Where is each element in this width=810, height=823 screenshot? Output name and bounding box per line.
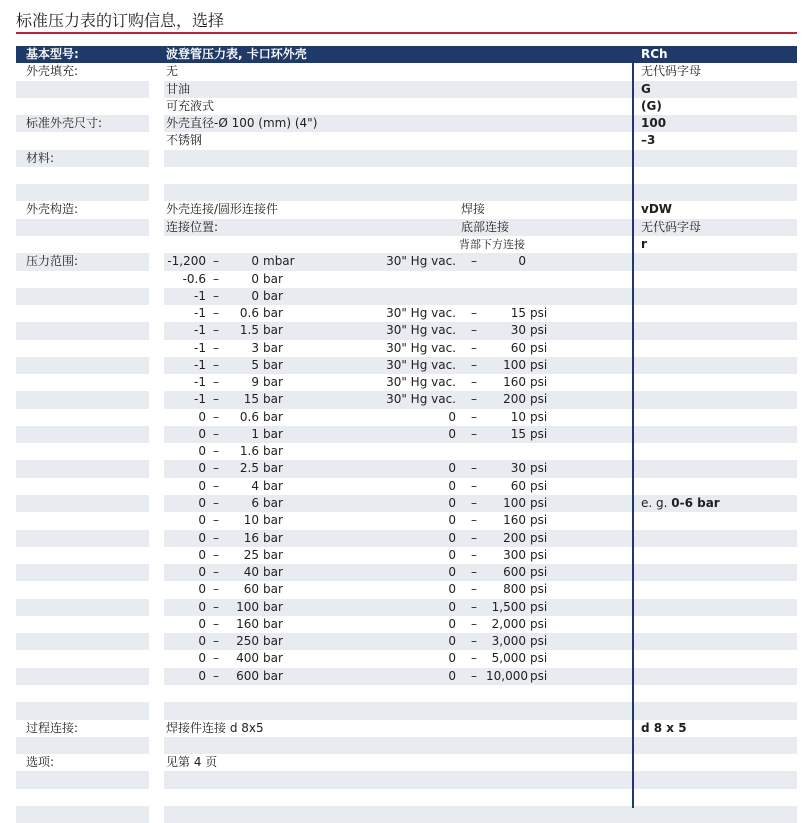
range-to: 60: [243, 582, 259, 597]
range-unit: bar: [263, 530, 283, 545]
alt-range-from: 0: [448, 496, 456, 511]
range-dash: –: [213, 340, 219, 355]
range-dash: –: [213, 565, 219, 580]
table-row: [16, 305, 797, 322]
table-row: [16, 150, 797, 167]
alt-range-unit: psi: [530, 582, 548, 597]
pressure-range-label: 压力范围:: [26, 254, 79, 269]
range-dash: –: [213, 478, 219, 493]
range-dash: –: [213, 444, 219, 459]
table-row: [16, 754, 797, 771]
range-to: 40: [243, 565, 259, 580]
range-from: 0: [198, 634, 206, 649]
table-row: [16, 581, 797, 598]
column-gap: [149, 63, 164, 823]
range-from: 0: [198, 496, 206, 511]
range-dash: –: [213, 599, 219, 614]
range-dash: –: [213, 530, 219, 545]
options-desc: 见第 4 页: [166, 755, 218, 770]
table-row: [16, 81, 797, 98]
alt-range-to: 60: [510, 478, 526, 493]
alt-range-from: 0: [448, 461, 456, 476]
table-row: [16, 426, 797, 443]
range-dash: –: [213, 496, 219, 511]
range-to: 4: [251, 478, 259, 493]
alt-range-unit: psi: [530, 530, 548, 545]
alt-range-dash: –: [471, 323, 477, 338]
material-code: –3: [641, 133, 656, 148]
range-to: 9: [251, 375, 259, 390]
alt-range-from: 0: [448, 668, 456, 683]
table-row: [16, 322, 797, 339]
table-row: [16, 253, 797, 270]
process-connection-code: d 8 x 5: [641, 720, 687, 735]
range-unit: bar: [263, 288, 283, 303]
alt-range-from: 0: [448, 582, 456, 597]
range-to: 400: [236, 651, 259, 666]
alt-range-unit: psi: [530, 461, 548, 476]
alt-range-from: 0: [448, 530, 456, 545]
alt-range-to: 10: [510, 409, 526, 424]
table-row: [16, 63, 797, 80]
table-row: [16, 720, 797, 737]
base-type-desc: 波登管压力表, 卡口环外壳: [166, 47, 307, 61]
alt-range-unit: psi: [530, 616, 548, 631]
table-row: [16, 702, 797, 719]
range-to: 3: [251, 340, 259, 355]
range-to: 0: [251, 288, 259, 303]
range-unit: bar: [263, 461, 283, 476]
pressure-example-prefix: e. g.: [641, 496, 672, 511]
range-dash: –: [213, 254, 219, 269]
alt-range-dash: –: [471, 392, 477, 407]
range-dash: –: [213, 668, 219, 683]
range-dash: –: [213, 651, 219, 666]
table-row: [16, 668, 797, 685]
pressure-example-value: 0-6 bar: [671, 496, 720, 511]
range-unit: mbar: [263, 254, 295, 269]
range-dash: –: [213, 323, 219, 338]
case-size-label: 标准外壳尺寸:: [26, 116, 103, 131]
range-from: -1: [194, 392, 206, 407]
alt-range-unit: psi: [530, 357, 548, 372]
alt-range-unit: psi: [530, 496, 548, 511]
alt-range-to: 160: [503, 513, 526, 528]
range-from: 0: [198, 599, 206, 614]
alt-range-dash: –: [471, 254, 477, 269]
range-unit: bar: [263, 271, 283, 286]
alt-range-dash: –: [471, 306, 477, 321]
alt-range-unit: psi: [530, 634, 548, 649]
case-size-code: 100: [641, 116, 667, 131]
table-row: [16, 547, 797, 564]
range-dash: –: [213, 392, 219, 407]
options-label: 选项:: [26, 755, 55, 770]
base-type-label: 基本型号:: [26, 47, 79, 61]
table-row: [16, 201, 797, 218]
range-dash: –: [213, 357, 219, 372]
alt-range-dash: –: [471, 599, 477, 614]
table-row: [16, 374, 797, 391]
construction-option: 焊接: [461, 202, 486, 217]
table-row: [16, 460, 797, 477]
range-unit: bar: [263, 513, 283, 528]
range-from: 0: [198, 582, 206, 597]
alt-range-to: 30: [510, 461, 526, 476]
range-dash: –: [213, 513, 219, 528]
alt-range-to: 200: [503, 392, 526, 407]
range-from: 0: [198, 513, 206, 528]
range-dash: –: [213, 306, 219, 321]
table-row: [16, 46, 797, 63]
case-fill-option: 无: [166, 64, 179, 79]
alt-range-dash: –: [471, 668, 477, 683]
range-unit: bar: [263, 547, 283, 562]
alt-range-to: 3,000: [491, 634, 526, 649]
alt-range-unit: psi: [530, 565, 548, 580]
range-dash: –: [213, 426, 219, 441]
alt-range-unit: psi: [530, 409, 548, 424]
alt-range-to: 1,500: [491, 599, 526, 614]
range-unit: bar: [263, 426, 283, 441]
case-fill-option: 可充液式: [166, 98, 215, 113]
table-row: [16, 340, 797, 357]
alt-range-unit: psi: [530, 651, 548, 666]
table-row: [16, 391, 797, 408]
case-fill-code: G: [641, 81, 651, 96]
table-row: [16, 495, 797, 512]
alt-range-dash: –: [471, 496, 477, 511]
construction-option: 背部下方连接: [459, 237, 525, 251]
alt-range-to: 15: [510, 306, 526, 321]
table-row: [16, 737, 797, 754]
range-to: 0.6: [239, 306, 259, 321]
alt-range-to: 60: [510, 340, 526, 355]
table-row: [16, 357, 797, 374]
range-dash: –: [213, 582, 219, 597]
range-unit: bar: [263, 323, 283, 338]
alt-range-unit: psi: [530, 513, 548, 528]
range-dash: –: [213, 288, 219, 303]
process-connection-label: 过程连接:: [26, 720, 79, 735]
alt-range-from: 30" Hg vac.: [386, 375, 456, 390]
alt-range-from: 0: [448, 426, 456, 441]
range-from: 0: [198, 426, 206, 441]
alt-range-dash: –: [471, 565, 477, 580]
range-from: 0: [198, 444, 206, 459]
range-to: 10: [243, 513, 259, 528]
range-to: 16: [243, 530, 259, 545]
alt-range-dash: –: [471, 582, 477, 597]
range-to: 2.5: [239, 461, 259, 476]
table-row: [16, 236, 797, 253]
case-fill-code: 无代码字母: [641, 64, 702, 79]
alt-range-to: 100: [503, 496, 526, 511]
alt-range-dash: –: [471, 547, 477, 562]
table-row: [16, 616, 797, 633]
construction-desc: 连接位置:: [166, 219, 219, 234]
range-unit: bar: [263, 340, 283, 355]
range-from: -1: [194, 306, 206, 321]
table-row: [16, 271, 797, 288]
range-to: 0: [251, 254, 259, 269]
case-fill-option: 甘油: [166, 81, 191, 96]
alt-range-from: 30" Hg vac.: [386, 340, 456, 355]
alt-range-dash: –: [471, 616, 477, 631]
alt-range-from: 30" Hg vac.: [386, 323, 456, 338]
alt-range-to: 160: [503, 375, 526, 390]
alt-range-to: 2,000: [491, 616, 526, 631]
alt-range-dash: –: [471, 340, 477, 355]
alt-range-from: 0: [448, 616, 456, 631]
table-row: [16, 530, 797, 547]
range-from: -1: [194, 288, 206, 303]
range-dash: –: [213, 409, 219, 424]
table-row: [16, 184, 797, 201]
range-from: -1: [194, 375, 206, 390]
alt-range-dash: –: [471, 375, 477, 390]
alt-range-dash: –: [471, 634, 477, 649]
range-unit: bar: [263, 496, 283, 511]
alt-range-dash: –: [471, 651, 477, 666]
range-to: 160: [236, 616, 259, 631]
code-column-divider: [632, 46, 634, 808]
alt-range-to: 5,000: [491, 651, 526, 666]
range-from: 0: [198, 547, 206, 562]
range-from: 0: [198, 616, 206, 631]
range-dash: –: [213, 271, 219, 286]
table-row: [16, 219, 797, 236]
range-unit: bar: [263, 668, 283, 683]
range-unit: bar: [263, 375, 283, 390]
table-row: [16, 443, 797, 460]
alt-range-dash: –: [471, 530, 477, 545]
construction-code: r: [641, 236, 647, 251]
range-unit: bar: [263, 478, 283, 493]
alt-range-dash: –: [471, 357, 477, 372]
alt-range-unit: psi: [530, 323, 548, 338]
table-row: [16, 478, 797, 495]
process-connection-desc: 焊接件连接 d 8x5: [166, 720, 264, 735]
alt-range-dash: –: [471, 426, 477, 441]
table-row: [16, 98, 797, 115]
construction-code: vDW: [641, 202, 673, 217]
range-to: 600: [236, 668, 259, 683]
range-unit: bar: [263, 582, 283, 597]
range-dash: –: [213, 616, 219, 631]
range-from: -0.6: [182, 271, 206, 286]
alt-range-to: 300: [503, 547, 526, 562]
table-row: [16, 409, 797, 426]
range-unit: bar: [263, 392, 283, 407]
heading-rule: [16, 32, 797, 34]
range-unit: bar: [263, 444, 283, 459]
construction-desc: 外壳连接/圆形连接件: [166, 202, 279, 217]
table-row: [16, 115, 797, 132]
pressure-example: [641, 495, 720, 512]
table-row: [16, 771, 797, 788]
range-from: 0: [198, 478, 206, 493]
base-type-code: RCh: [641, 47, 668, 61]
case-fill-code: (G): [641, 98, 662, 113]
range-unit: bar: [263, 306, 283, 321]
range-from: -1: [194, 357, 206, 372]
page-heading: 标准压力表的订购信息，选择: [16, 11, 225, 30]
alt-range-to: 800: [503, 582, 526, 597]
table-row: [16, 806, 797, 823]
table-row: [16, 512, 797, 529]
alt-range-to: 200: [503, 530, 526, 545]
range-from: -1: [194, 340, 206, 355]
range-unit: bar: [263, 409, 283, 424]
range-to: 6: [251, 496, 259, 511]
alt-range-unit: psi: [530, 668, 548, 683]
alt-range-unit: psi: [530, 599, 548, 614]
alt-range-from: 0: [448, 651, 456, 666]
range-unit: bar: [263, 616, 283, 631]
alt-range-to: 600: [503, 565, 526, 580]
alt-range-from: 0: [448, 513, 456, 528]
case-fill-label: 外壳填充:: [26, 64, 79, 79]
alt-range-dash: –: [471, 409, 477, 424]
range-unit: bar: [263, 357, 283, 372]
construction-option: 底部连接: [461, 219, 510, 234]
range-to: 25: [243, 547, 259, 562]
table-row: [16, 789, 797, 806]
alt-range-to: 10,000: [486, 668, 528, 683]
alt-range-from: 0: [448, 599, 456, 614]
table-row: [16, 167, 797, 184]
range-from: 0: [198, 651, 206, 666]
range-to: 100: [236, 599, 259, 614]
range-from: 0: [198, 565, 206, 580]
range-dash: –: [213, 375, 219, 390]
alt-range-to: 15: [510, 426, 526, 441]
range-from: -1: [194, 323, 206, 338]
table-row: [16, 564, 797, 581]
alt-range-from: 30" Hg vac.: [386, 392, 456, 407]
range-from: -1,200: [167, 254, 206, 269]
range-from: 0: [198, 409, 206, 424]
table-row: [16, 599, 797, 616]
alt-range-from: 0: [448, 409, 456, 424]
range-dash: –: [213, 634, 219, 649]
case-size-desc: 外壳直径-Ø 100 (mm) (4"): [166, 116, 318, 131]
range-to: 1.6: [239, 444, 259, 459]
alt-range-dash: –: [471, 461, 477, 476]
alt-range-to: 30: [510, 323, 526, 338]
alt-range-from: 30" Hg vac.: [386, 306, 456, 321]
table-row: [16, 132, 797, 149]
alt-range-unit: psi: [530, 375, 548, 390]
alt-range-from: 0: [448, 478, 456, 493]
range-unit: bar: [263, 565, 283, 580]
range-dash: –: [213, 461, 219, 476]
table-row: [16, 650, 797, 667]
range-unit: bar: [263, 651, 283, 666]
material-desc: 不锈钢: [166, 133, 203, 148]
table-row: [16, 288, 797, 305]
range-unit: bar: [263, 634, 283, 649]
alt-range-from: 0: [448, 565, 456, 580]
alt-range-to: 0: [518, 254, 526, 269]
range-from: 0: [198, 668, 206, 683]
alt-range-dash: –: [471, 513, 477, 528]
table-row: [16, 685, 797, 702]
construction-label: 外壳构造:: [26, 202, 79, 217]
range-to: 1: [251, 426, 259, 441]
table-row: [16, 633, 797, 650]
material-label: 材料:: [26, 150, 55, 165]
range-to: 0.6: [239, 409, 259, 424]
construction-code: 无代码字母: [641, 219, 702, 234]
range-to: 250: [236, 634, 259, 649]
alt-range-dash: –: [471, 478, 477, 493]
alt-range-unit: psi: [530, 478, 548, 493]
alt-range-unit: psi: [530, 340, 548, 355]
range-from: 0: [198, 530, 206, 545]
alt-range-unit: psi: [530, 547, 548, 562]
alt-range-from: 0: [448, 634, 456, 649]
range-to: 5: [251, 357, 259, 372]
alt-range-unit: psi: [530, 306, 548, 321]
range-unit: bar: [263, 599, 283, 614]
range-from: 0: [198, 461, 206, 476]
range-to: 1.5: [239, 323, 259, 338]
alt-range-unit: psi: [530, 392, 548, 407]
range-to: 15: [243, 392, 259, 407]
alt-range-from: 0: [448, 547, 456, 562]
alt-range-from: 30" Hg vac.: [386, 357, 456, 372]
range-to: 0: [251, 271, 259, 286]
alt-range-unit: psi: [530, 426, 548, 441]
alt-range-to: 100: [503, 357, 526, 372]
range-dash: –: [213, 547, 219, 562]
alt-range-from: 30" Hg vac.: [386, 254, 456, 269]
